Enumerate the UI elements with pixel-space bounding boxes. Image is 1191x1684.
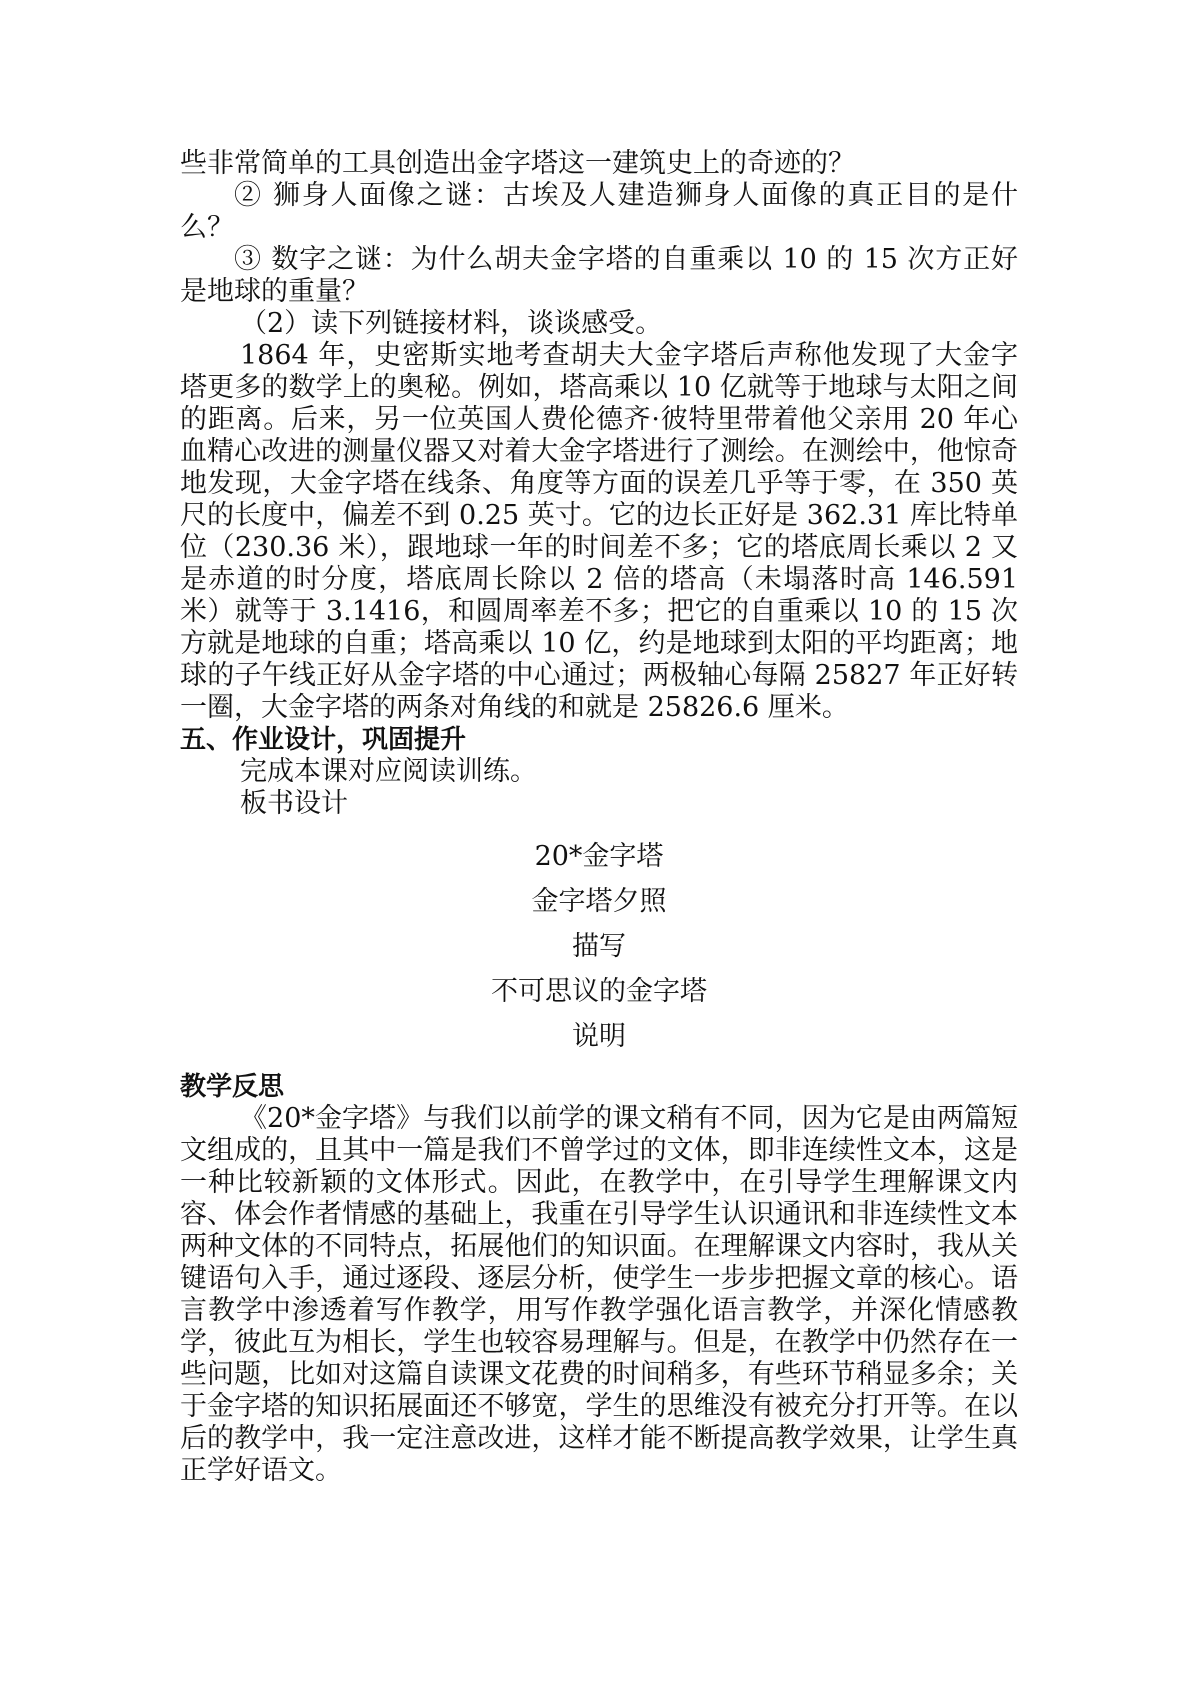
paragraph-reflection: 《20*金字塔》与我们以前学的课文稍有不同，因为它是由两篇短文组成的，且其中一篇是我们不曾学过的文体，即非连续性文本，这是一种比较新颖的文体形式。因此，在教学中，在引导学生理解课文内容、体会作者情感的基础上，我重在引导学生认识通讯和非连续性文本两种文体的不同特点，拓展他们的知识面。在理解课文内容时，我从关键语句入手，通过逐段、逐层分析，使学生一步步把握文章的核心。语言教学中渗透着写作教学，用写作教学强化语言教学，并深化情感教学，彼此互为相长，学生也较容易理解与。但是，在教学中仍然存在一些问题，比如对这篇自读课文花费的时间稍多，有些环节稍显多余；关于金字塔的知识拓展面还不够宽，学生的思维没有被充分打开等。在以后的教学中，我一定注意改进，这样才能不断提高教学效果，让学生真正学好语文。: [180, 1103, 1018, 1486]
paragraph-tools-question: 些非常简单的工具创造出金字塔这一建筑史上的奇迹的？: [180, 148, 855, 179]
board-design: [180, 834, 1018, 1059]
document-body: [180, 148, 1018, 1487]
paragraph-homework: 完成本课对应阅读训练。: [240, 756, 537, 787]
paragraph-sphinx-mystery: ② 狮身人面像之谜：古埃及人建造狮身人面像的真正目的是什么？: [180, 180, 1018, 243]
board-line-explanation: 说明: [572, 1021, 626, 1052]
board-line-incredible: 不可思议的金字塔: [491, 976, 707, 1007]
board-design-label: 板书设计: [240, 788, 348, 819]
board-line-sunset: 金字塔夕照: [531, 886, 667, 917]
paragraph-number-mystery: ③ 数字之谜：为什么胡夫金字塔的自重乘以 10 的 15 次方正好是地球的重量？: [180, 244, 1018, 307]
board-line-title: 20*金字塔: [534, 841, 664, 872]
section-heading-reflection: 教学反思: [180, 1072, 285, 1102]
section-heading-homework: 五、作业设计，巩固提升: [180, 725, 467, 755]
paragraph-read-material: （2）读下列链接材料，谈谈感受。: [240, 308, 663, 339]
board-line-description: 描写: [572, 931, 626, 962]
paragraph-link-material: 1864 年，史密斯实地考查胡夫大金字塔后声称他发现了大金字塔更多的数学上的奥秘。例如，塔高乘以 10 亿就等于地球与太阳之间的距离。后来，另一位英国人费伦德齐·彼特里带着他父亲用 20 年心血精心改进的测量仪器又对着大金字塔进行了测绘。在测绘中，他惊奇地发现，大金字塔在线条、角度等方面的误差几乎等于零，在 350 英尺的长度中，偏差不到 0.25 英寸。它的边长正好是 362.31 库比特单位（230.36 米），跟地球一年的时间差不多；它的塔底周长乘以 2 又是赤道的时分度，塔底周长除以 2 倍的塔高（未塌落时高 146.591 米）就等于 3.1416，和圆周率差不多；把它的自重乘以 10 的 15 次方就是地球的自重；塔高乘以 10 亿，约是地球到太阳的平均距离；地球的子午线正好从金字塔的中心通过；两极轴心每隔 25827 年正好转一圈，大金字塔的两条对角线的和就是 25826.6 厘米。: [180, 340, 1018, 723]
